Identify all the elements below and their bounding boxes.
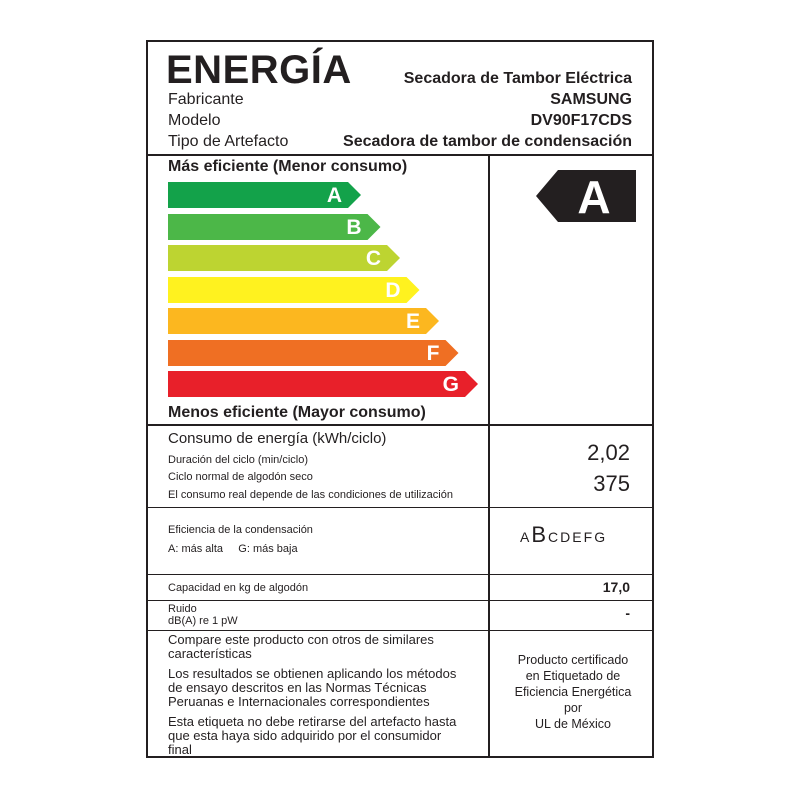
- condensation-label: Eficiencia de la condensación: [168, 524, 313, 536]
- appliance-value: Secadora de tambor de condensación: [343, 133, 632, 150]
- note-compare: Compare este producto con otros de similares características: [168, 632, 434, 661]
- certification-line: Eficiencia Energética: [514, 685, 632, 699]
- rating-letter: A: [577, 171, 611, 223]
- certification-line: en Etiquetado de: [525, 669, 621, 683]
- model-value: DV90F17CDS: [530, 112, 632, 129]
- scale-bottom-caption: Menos eficiente (Mayor consumo): [168, 404, 426, 421]
- certification-line: Producto certificado: [517, 653, 629, 667]
- consumption-value: 2,02: [587, 440, 630, 465]
- efficiency-class-letter: C: [365, 247, 381, 270]
- condensation-class-g: G: [594, 529, 608, 545]
- cycle-duration-label: Duración del ciclo (min/ciclo): [168, 454, 308, 466]
- condensation-class-f: F: [583, 529, 595, 545]
- condensation-legend: A: más alta G: más baja: [168, 543, 298, 555]
- divider: [148, 600, 652, 601]
- consumption-label: Consumo de energía (kWh/ciclo): [168, 430, 387, 447]
- note-results: Los resultados se obtienen aplicando los métodos de ensayo descritos en las Normas Técnicas Peruanas e Internacionales correspondientes: [168, 666, 457, 709]
- certification-line: UL de México: [535, 717, 611, 731]
- condensation-class-a: A: [520, 529, 532, 545]
- consumption-note: El consumo real depende de las condiciones de utilización: [168, 489, 453, 501]
- condensation-scale: [520, 522, 640, 548]
- noise-label: Ruido: [168, 603, 197, 615]
- manufacturer-value: SAMSUNG: [550, 91, 632, 108]
- energy-label: [146, 40, 654, 758]
- capacity-label: Capacidad en kg de algodón: [168, 582, 309, 594]
- capacity-value: 17,0: [602, 579, 630, 595]
- efficiency-class-e: [168, 308, 439, 334]
- certification-text: [490, 652, 656, 732]
- divider: [148, 424, 652, 426]
- certification-line: por: [563, 701, 583, 715]
- condensation-class-d: D: [560, 529, 573, 545]
- efficiency-class-letter: G: [442, 373, 459, 396]
- efficiency-class-c: [168, 245, 400, 271]
- efficiency-class-letter: E: [405, 310, 420, 333]
- note-keep: Esta etiqueta no debe retirarse del artefacto hasta que esta haya sido adquirido por el consumidor final: [168, 714, 457, 757]
- rating-arrow: [536, 170, 636, 222]
- model-label: Modelo: [168, 112, 221, 129]
- efficiency-class-letter: B: [346, 215, 362, 239]
- condensation-class-e: E: [572, 529, 584, 545]
- divider: [148, 574, 652, 575]
- noise-unit: dB(A) re 1 pW: [168, 615, 238, 627]
- condensation-class-c: C: [548, 529, 561, 545]
- condensation-class-b: B: [531, 522, 549, 547]
- efficiency-class-g: [168, 371, 478, 397]
- efficiency-class-b: [168, 214, 381, 240]
- cycle-value: 375: [593, 471, 630, 496]
- label-title: ENERGÍA: [166, 48, 352, 92]
- cycle-type-label: Ciclo normal de algodón seco: [168, 471, 313, 483]
- efficiency-class-letter: A: [326, 184, 342, 207]
- manufacturer-label: Fabricante: [168, 91, 244, 108]
- scale-top-caption: Más eficiente (Menor consumo): [168, 158, 408, 175]
- product-type: Secadora de Tambor Eléctrica: [403, 70, 632, 87]
- noise-value: -: [625, 605, 630, 621]
- efficiency-class-a: [168, 182, 361, 208]
- efficiency-class-f: [168, 340, 459, 366]
- efficiency-class-d: [168, 277, 420, 303]
- efficiency-class-letter: F: [426, 341, 440, 365]
- appliance-label: Tipo de Artefacto: [168, 133, 289, 150]
- divider: [148, 630, 652, 631]
- divider: [148, 154, 652, 156]
- divider: [148, 507, 652, 508]
- divider: [488, 154, 490, 424]
- efficiency-class-letter: D: [385, 278, 401, 302]
